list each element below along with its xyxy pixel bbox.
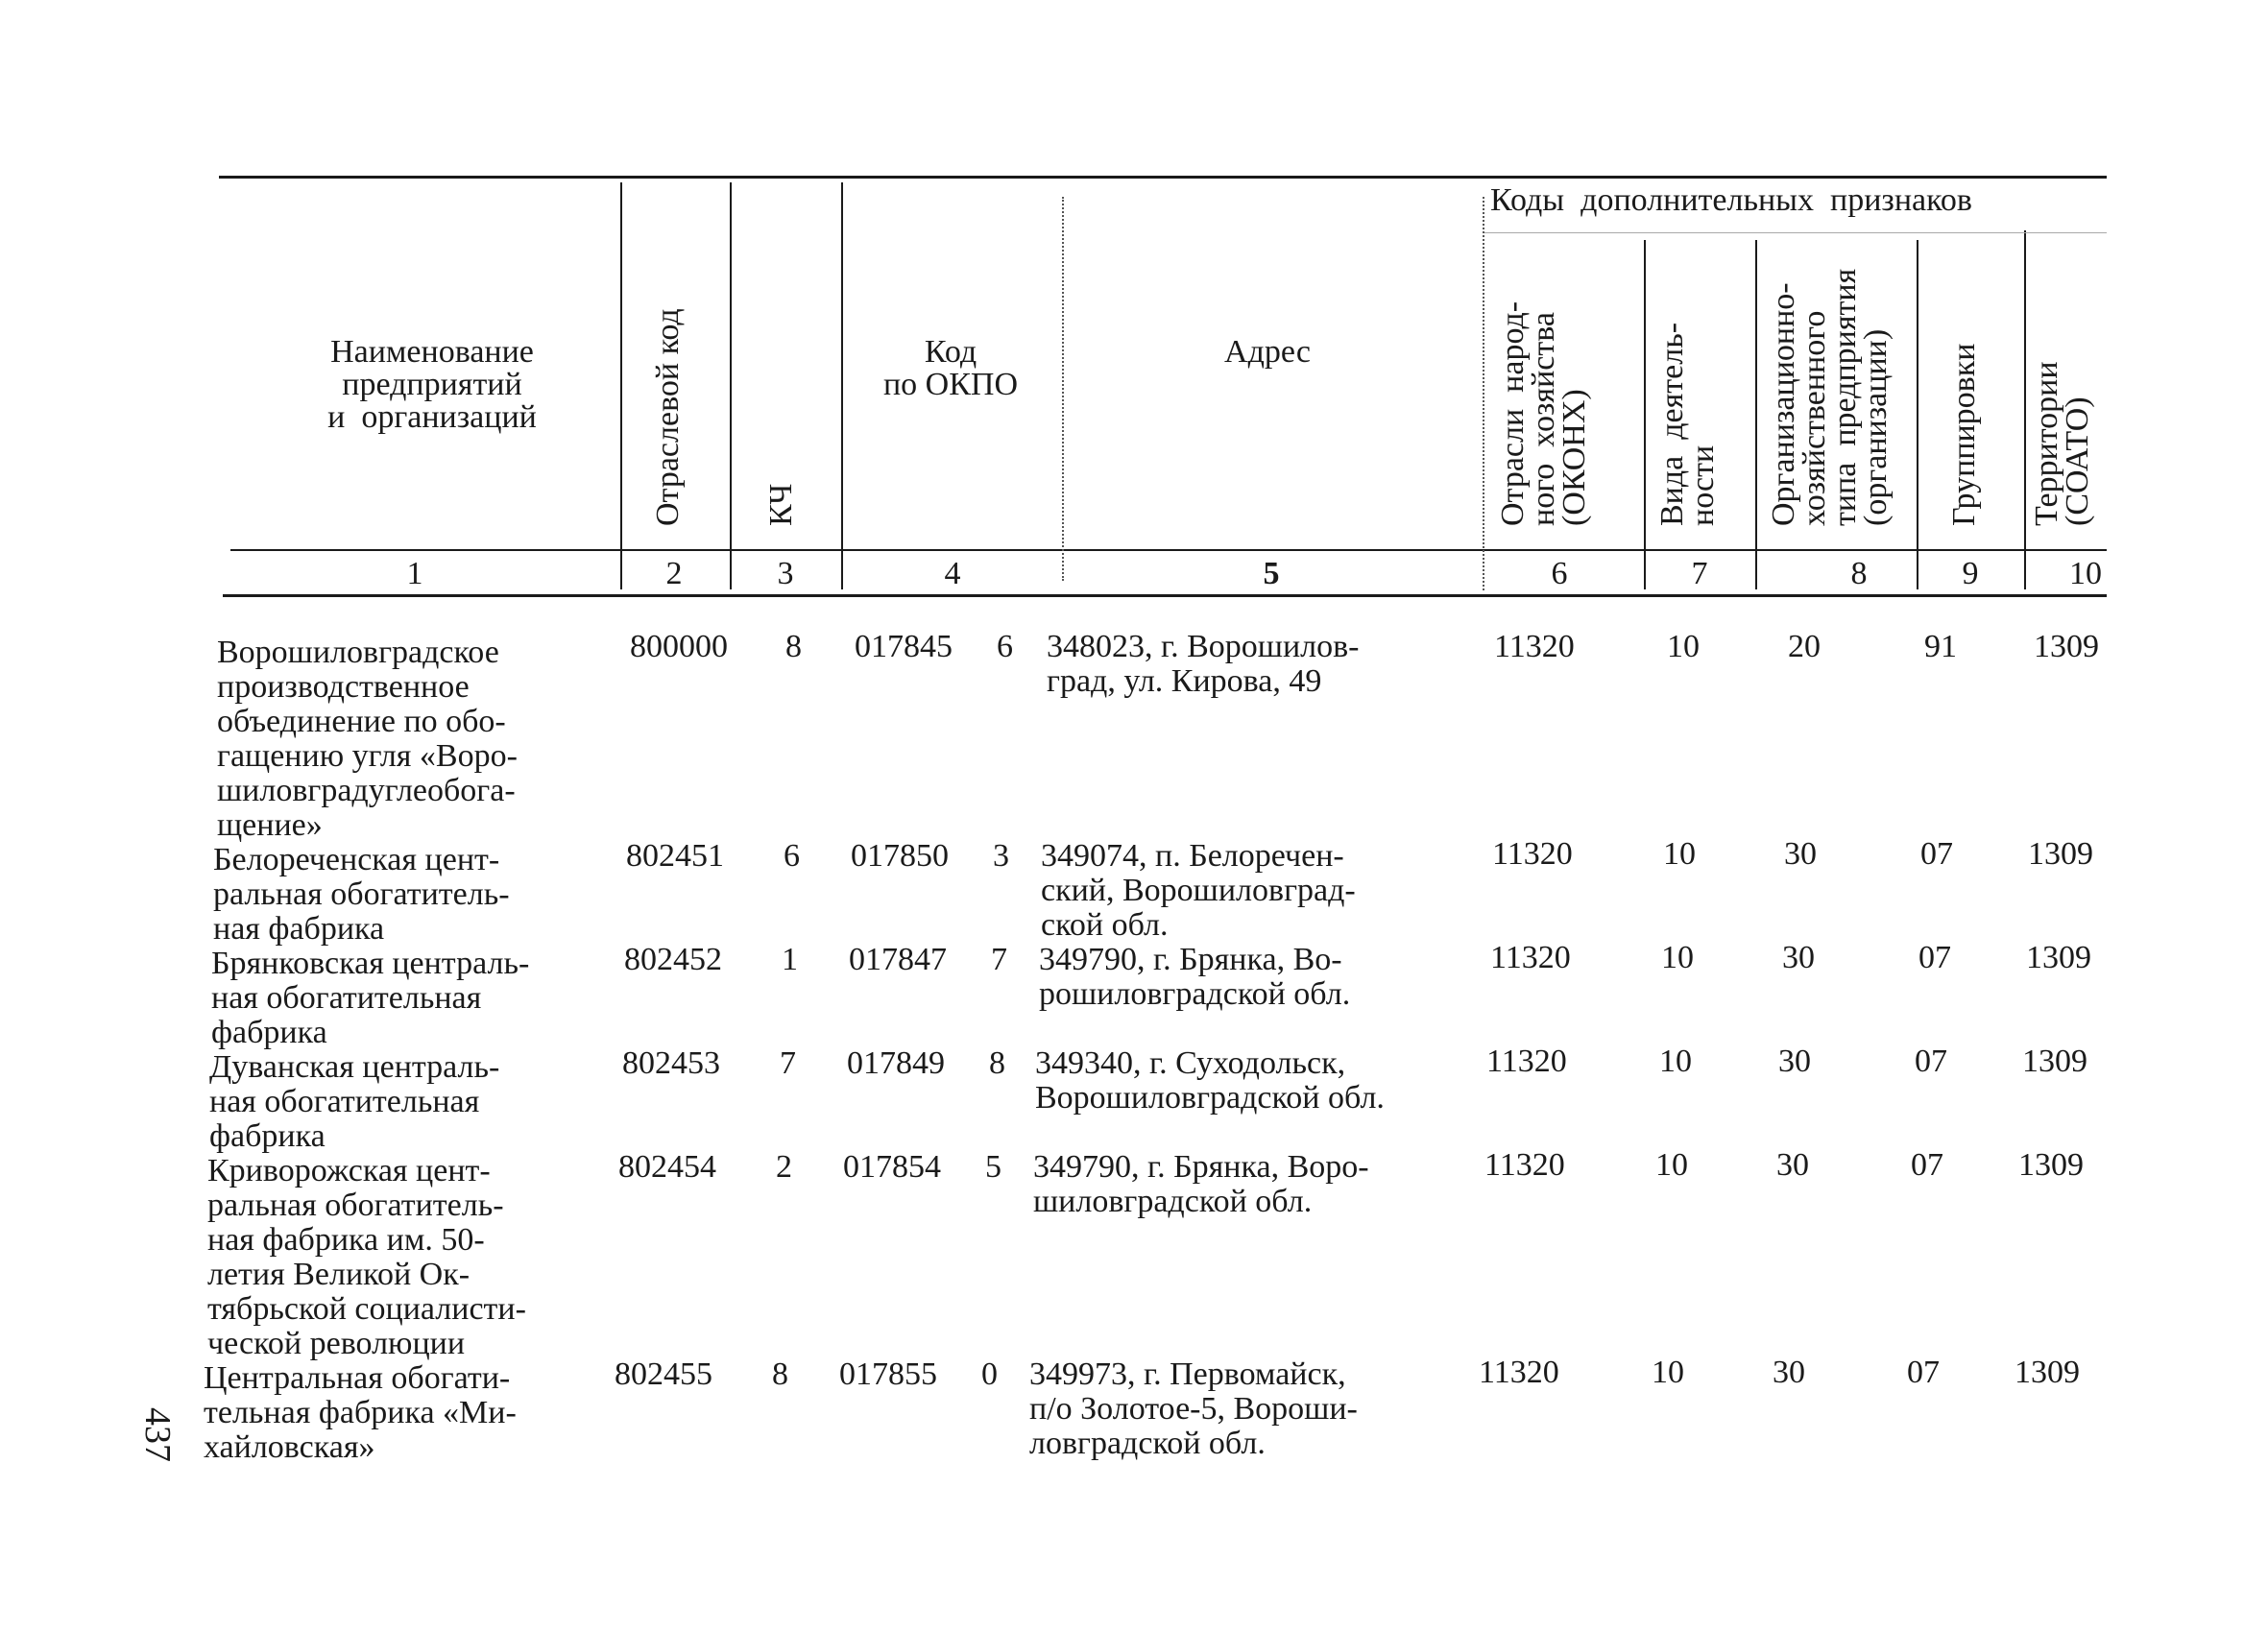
header-col2: Отраслевой код — [650, 308, 686, 526]
header-divider-rule — [230, 549, 2107, 551]
row4-group: 07 — [1915, 1044, 1947, 1079]
header-group: Коды дополнительных признаков — [1490, 182, 1972, 218]
row5-address: 349790, г. Брянка, Воро- шиловградской обл. — [1033, 1149, 1369, 1219]
col-separator-6 — [1644, 240, 1646, 589]
header-col9: Группировки — [1946, 343, 1982, 526]
column-number-8: 8 — [1850, 556, 1868, 591]
column-numbers-bottom-rule — [223, 594, 2107, 597]
col-separator-4 — [1062, 197, 1064, 581]
row5-org-type: 30 — [1776, 1147, 1809, 1183]
row4-okpo: 017849 — [847, 1045, 945, 1081]
row2-group: 07 — [1920, 836, 1953, 872]
row2-okpo: 017850 — [851, 838, 949, 874]
column-number-2: 2 — [665, 556, 683, 591]
row6-code: 802455 — [615, 1356, 712, 1392]
row2-kch: 6 — [784, 838, 800, 874]
row3-okpo-check: 7 — [991, 942, 1007, 977]
row5-okpo-check: 5 — [985, 1149, 1001, 1185]
row2-activity: 10 — [1663, 836, 1696, 872]
row2-org-type: 30 — [1784, 836, 1817, 872]
row3-org-type: 30 — [1782, 940, 1815, 975]
row4-activity: 10 — [1659, 1044, 1692, 1079]
row3-okpo: 017847 — [849, 942, 947, 977]
row5-soato: 1309 — [2018, 1147, 2084, 1183]
column-number-3: 3 — [777, 556, 794, 591]
row1-okpo-check: 6 — [997, 629, 1013, 664]
column-number-4: 4 — [944, 556, 961, 591]
row3-code: 802452 — [624, 942, 722, 977]
row1-name: Ворошиловградское производственное объединение по обо- гащению угля «Воро- шиловградуглеобога- щение» — [217, 635, 518, 843]
group-header-rule — [1484, 232, 2107, 233]
page-number: 437 — [137, 1407, 178, 1462]
row5-code: 802454 — [618, 1149, 716, 1185]
row4-okonh: 11320 — [1486, 1044, 1567, 1079]
row6-address: 349973, г. Первомайск, п/о Золотое-5, Вороши- ловградской обл. — [1029, 1356, 1358, 1461]
row4-org-type: 30 — [1778, 1044, 1811, 1079]
header-col6: Отрасли народ- ного хозяйства (ОКОНХ) — [1495, 300, 1592, 526]
row3-address: 349790, г. Брянка, Во- рошиловградской обл. — [1039, 942, 1351, 1012]
row4-kch: 7 — [780, 1045, 796, 1081]
col-separator-9 — [2024, 230, 2026, 589]
col-separator-2 — [730, 182, 732, 589]
row6-name: Центральная обогати- тельная фабрика «Ми- хайловская» — [204, 1360, 517, 1465]
row1-activity: 10 — [1667, 629, 1700, 664]
col-separator-7 — [1755, 240, 1757, 589]
row5-name: Криворожская цент- ральная обогатитель- ная фабрика им. 50- летия Великой Ок- тябрьской социалисти- ческой революции — [207, 1153, 526, 1361]
col-separator-1 — [620, 182, 622, 589]
row6-okonh: 11320 — [1479, 1355, 1559, 1390]
row6-soato: 1309 — [2015, 1355, 2080, 1390]
header-col5: Адрес — [1224, 334, 1311, 370]
row6-okpo-check: 0 — [981, 1356, 998, 1392]
column-number-9: 9 — [1962, 556, 1979, 591]
row5-okpo: 017854 — [843, 1149, 941, 1185]
header-col10: Территории (СОАТО) — [2029, 361, 2095, 526]
row1-okpo: 017845 — [855, 629, 953, 664]
row2-address: 349074, п. Белоречен- ский, Ворошиловград- ской обл. — [1041, 838, 1356, 943]
row1-org-type: 20 — [1788, 629, 1821, 664]
column-number-10: 10 — [2069, 556, 2102, 591]
column-number-5: 5 — [1263, 556, 1280, 591]
row1-address: 348023, г. Ворошилов- град, ул. Кирова, 49 — [1047, 629, 1360, 699]
header-col8: Организационно- хозяйственного типа предприятия (организации) — [1766, 268, 1894, 526]
column-number-7: 7 — [1691, 556, 1708, 591]
row3-kch: 1 — [782, 942, 798, 977]
col-separator-8 — [1917, 240, 1918, 589]
row4-soato: 1309 — [2022, 1044, 2087, 1079]
row6-activity: 10 — [1652, 1355, 1684, 1390]
header-col1: Наименование предприятий и организаций — [327, 334, 537, 435]
row6-org-type: 30 — [1773, 1355, 1805, 1390]
row3-name: Брянковская централь- ная обогатительная фабрика — [211, 946, 530, 1050]
row6-group: 07 — [1907, 1355, 1940, 1390]
column-number-1: 1 — [406, 556, 423, 591]
row2-okpo-check: 3 — [993, 838, 1009, 874]
table-top-rule — [219, 176, 2107, 179]
row2-name: Белореченская цент- ральная обогатитель- ная фабрика — [213, 842, 510, 947]
row4-name: Дуванская централь- ная обогатительная фабрика — [209, 1049, 500, 1154]
row1-soato: 1309 — [2034, 629, 2099, 664]
row1-kch: 8 — [785, 629, 802, 664]
row5-activity: 10 — [1655, 1147, 1688, 1183]
header-col4: Код по ОКПО — [882, 334, 1019, 402]
header-col7: Вида деятель- ности — [1654, 322, 1721, 526]
row3-activity: 10 — [1661, 940, 1694, 975]
row3-okonh: 11320 — [1490, 940, 1571, 975]
row2-okonh: 11320 — [1492, 836, 1573, 872]
col-separator-5 — [1483, 197, 1484, 590]
col-separator-3 — [841, 182, 843, 589]
row2-code: 802451 — [626, 838, 724, 874]
row3-soato: 1309 — [2026, 940, 2091, 975]
row5-group: 07 — [1911, 1147, 1943, 1183]
row4-okpo-check: 8 — [989, 1045, 1005, 1081]
row4-address: 349340, г. Суходольск, Ворошиловградской обл. — [1035, 1045, 1385, 1116]
row4-code: 802453 — [622, 1045, 720, 1081]
column-number-6: 6 — [1551, 556, 1568, 591]
row1-okonh: 11320 — [1494, 629, 1575, 664]
row6-okpo: 017855 — [839, 1356, 937, 1392]
row1-group: 91 — [1924, 629, 1957, 664]
row3-group: 07 — [1918, 940, 1951, 975]
header-col3: КЧ — [763, 483, 799, 526]
row6-kch: 8 — [772, 1356, 788, 1392]
row1-code: 800000 — [630, 629, 728, 664]
row2-soato: 1309 — [2028, 836, 2093, 872]
row5-kch: 2 — [776, 1149, 792, 1185]
row5-okonh: 11320 — [1484, 1147, 1565, 1183]
